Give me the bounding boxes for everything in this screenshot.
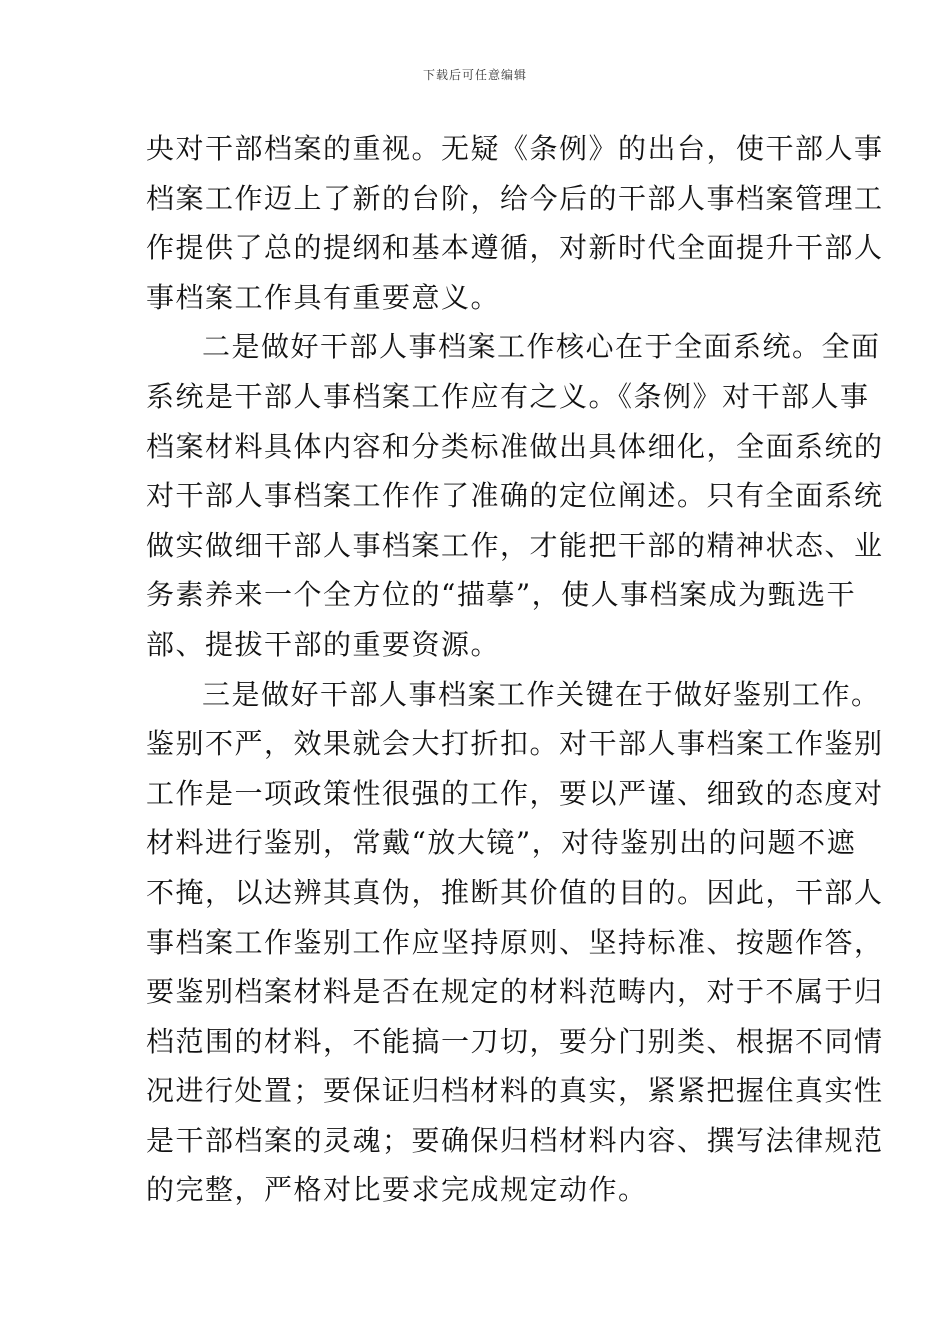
text-line: 央对干部档案的重视。无疑《条例》的出台，使干部人事 <box>146 132 884 165</box>
text-line: 事档案工作具有重要意义。 <box>146 280 501 314</box>
text-line: 要鉴别档案材料是否在规定的材料范畴内，对于不属于归 <box>146 975 884 1009</box>
download-editable-note: 下载后可任意编辑 <box>422 68 527 82</box>
text-line: 鉴别不严，效果就会大打折扣。对干部人事档案工作鉴别 <box>146 727 884 761</box>
text-line: 档案材料具体内容和分类标准做出具体细化，全面系统的 <box>146 429 884 463</box>
text-line: 事档案工作鉴别工作应坚持原则、坚持标准、按题作答， <box>146 925 884 959</box>
text-line: 档案工作迈上了新的台阶，给今后的干部人事档案管理工 <box>146 181 884 215</box>
text-line: 系统是干部人事档案工作应有之义。《条例》对干部人事 <box>146 379 870 413</box>
text-line: 部、提拔干部的重要资源。 <box>146 627 501 661</box>
paragraph-2 <box>146 322 884 669</box>
body-text <box>146 124 884 1215</box>
text-line: 是干部档案的灵魂；要确保归档材料内容、撰写法律规范 <box>146 1123 884 1157</box>
paragraph-3 <box>146 670 884 1216</box>
text-line: 档范围的材料，不能搞一刀切，要分门别类、根据不同情 <box>146 1024 884 1058</box>
text-line: 的完整，严格对比要求完成规定动作。 <box>146 1173 648 1207</box>
text-line: 做实做细干部人事档案工作，才能把干部的精神状态、业 <box>146 528 884 562</box>
paragraph-1 <box>146 124 884 322</box>
text-line: 工作是一项政策性很强的工作，要以严谨、细致的态度对 <box>146 776 884 810</box>
text-line: 况进行处置；要保证归档材料的真实，紧紧把握住真实性 <box>146 1074 884 1108</box>
text-line: 务素养来一个全方位的“描摹”，使人事档案成为甄选干 <box>146 578 857 612</box>
text-line: 对干部人事档案工作作了准确的定位阐述。只有全面系统 <box>146 479 884 513</box>
text-line: 作提供了总的提纲和基本遵循，对新时代全面提升干部人 <box>146 231 884 265</box>
text-line: 不掩，以达辨其真伪，推断其价值的目的。因此，干部人 <box>146 875 884 909</box>
text-line: 材料进行鉴别，常戴“放大镜”，对待鉴别出的问题不遮 <box>146 826 857 860</box>
text-line: 二是做好干部人事档案工作核心在于全面系统。全面 <box>202 330 881 364</box>
text-line: 三是做好干部人事档案工作关键在于做好鉴别工作。 <box>202 677 881 711</box>
